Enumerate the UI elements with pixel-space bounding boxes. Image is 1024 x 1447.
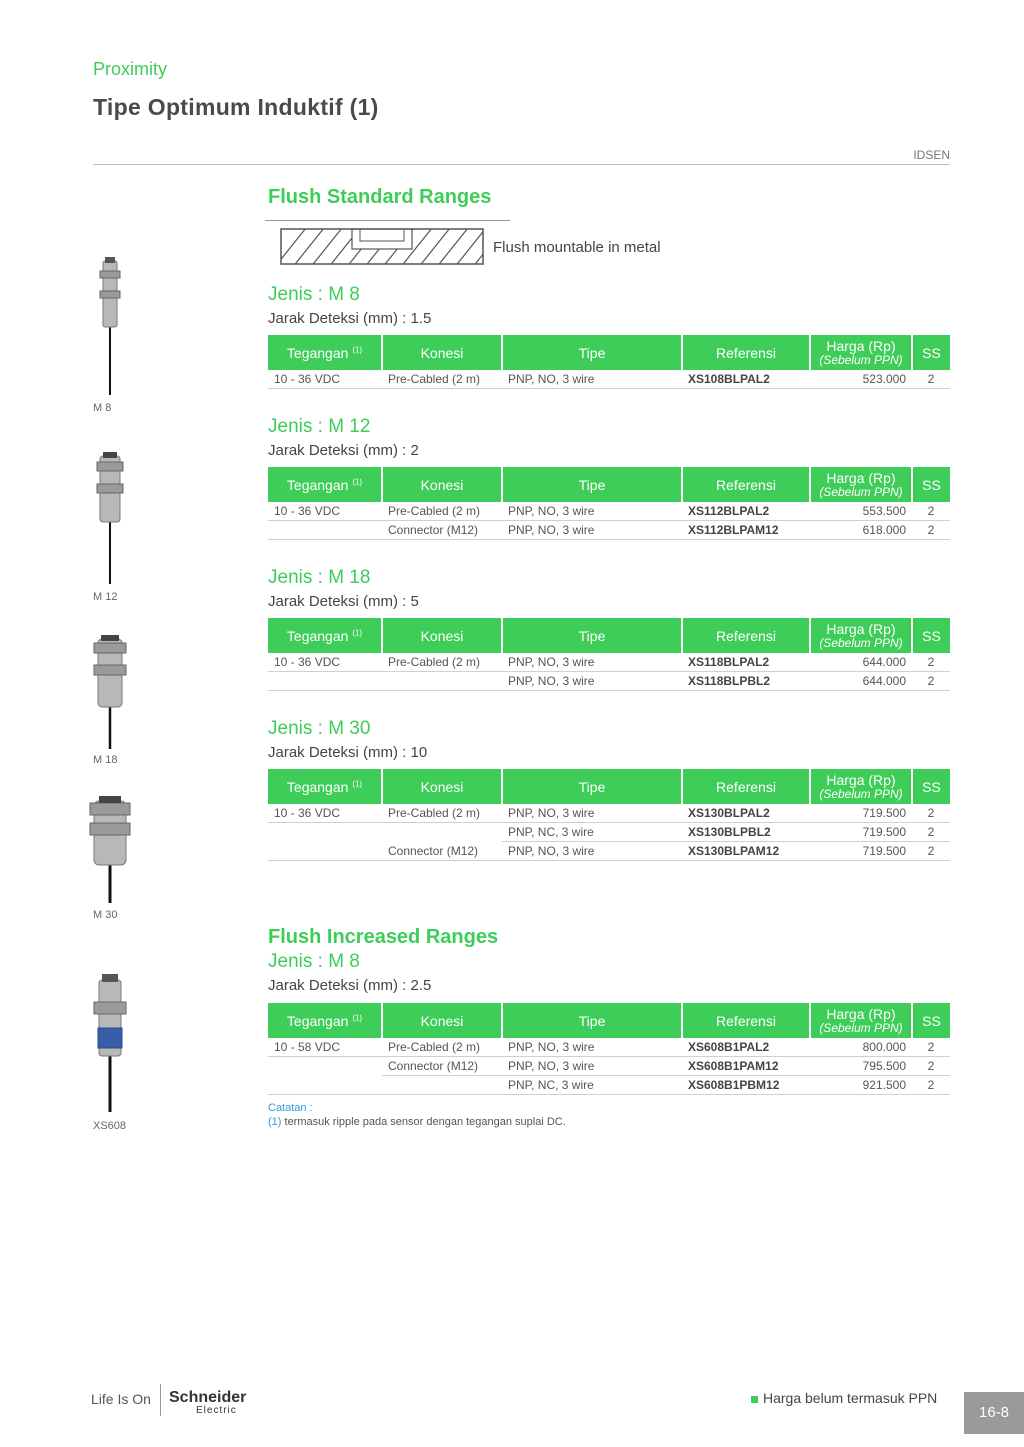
header-ss: SS [912,618,950,653]
cell-tipe: PNP, NO, 3 wire [502,842,682,861]
cell-konesi: Pre-Cabled (2 m) [382,502,502,521]
jenis-m30-heading: Jenis : M 30 [268,718,371,739]
table-row [268,842,950,861]
header-referensi: Referensi [682,467,810,502]
table-row [268,1038,950,1057]
sensor-xs608-image [85,972,135,1112]
cell-tipe: PNP, NO, 3 wire [502,1038,682,1057]
cell-ss: 2 [912,823,950,842]
table-row [268,370,950,389]
jarak-deteksi-m8: Jarak Deteksi (mm) : 1.5 [268,310,432,327]
cell-konesi: Pre-Cabled (2 m) [382,804,502,823]
cell-konesi [382,823,502,842]
notes-text [268,1116,566,1128]
section-divider [265,220,510,221]
cell-ss: 2 [912,370,950,389]
flush-standard-title: Flush Standard Ranges [268,186,492,208]
cell-referensi: XS112BLPAL2 [682,502,810,521]
cell-harga: 719.500 [810,804,912,823]
cell-tipe: PNP, NO, 3 wire [502,370,682,389]
jenis-xs608-heading: Jenis : M 8 [268,951,360,972]
table-row [268,653,950,672]
notes-heading: Catatan : [268,1102,313,1114]
flush-mount-label: Flush mountable in metal [493,239,661,256]
table-row [268,502,950,521]
cell-ss: 2 [912,1057,950,1076]
product-table-m18 [268,618,950,691]
header-tegangan: Tegangan $^{(1)}$ [268,618,382,653]
cell-tipe: PNP, NO, 3 wire [502,804,682,823]
cell-harga: 719.500 [810,823,912,842]
table-header-row [268,1003,950,1038]
caption-m8: M 8 [93,402,112,414]
cell-harga: 719.500 [810,842,912,861]
header-ss: SS [912,335,950,370]
ppn-note-text: Harga belum termasuk PPN [763,1390,938,1406]
cell-tegangan [268,823,382,842]
header-konesi: Konesi [382,618,502,653]
cell-ss: 2 [912,1076,950,1095]
header-referensi: Referensi [682,618,810,653]
page-title: Tipe Optimum Induktif (1) [93,94,379,120]
jenis-m12-heading: Jenis : M 12 [268,416,371,437]
header-ss: SS [912,1003,950,1038]
note-body: termasuk ripple pada sensor dengan tegangan suplai DC. [281,1116,566,1128]
cell-tipe: PNP, NO, 3 wire [502,653,682,672]
table-row [268,804,950,823]
header-ss: SS [912,769,950,804]
table-row [268,521,950,540]
cell-tegangan [268,842,382,861]
jarak-deteksi-m18: Jarak Deteksi (mm) : 5 [268,593,419,610]
cell-konesi [382,672,502,691]
cell-tegangan [268,1076,382,1095]
header-referensi: Referensi [682,1003,810,1038]
header-konesi: Konesi [382,769,502,804]
cell-konesi [382,1076,502,1095]
green-square-icon [751,1396,758,1403]
sensor-m12-image [85,450,135,584]
cell-harga: 644.000 [810,672,912,691]
cell-harga: 618.000 [810,521,912,540]
sensor-m30-image [85,793,135,903]
header-konesi: Konesi [382,1003,502,1038]
header-tipe: Tipe [502,618,682,653]
header-referensi: Referensi [682,769,810,804]
product-table-xs608 [268,1003,950,1095]
footer-divider [160,1384,161,1416]
cell-tipe: PNP, NO, 3 wire [502,502,682,521]
flush-mount-diagram [280,228,484,265]
cell-tegangan [268,521,382,540]
jarak-deteksi-m12: Jarak Deteksi (mm) : 2 [268,442,419,459]
cell-tegangan: 10 - 58 VDC [268,1038,382,1057]
schneider-electric-subtitle: Electric [196,1405,237,1416]
cell-konesi: Pre-Cabled (2 m) [382,370,502,389]
jarak-deteksi-xs608: Jarak Deteksi (mm) : 2.5 [268,977,432,994]
category-label: Proximity [93,59,168,79]
cell-referensi: XS608B1PBM12 [682,1076,810,1095]
jenis-m8-heading: Jenis : M 8 [268,284,360,305]
cell-konesi: Pre-Cabled (2 m) [382,1038,502,1057]
schneider-logo: Schneider [169,1389,247,1406]
cell-ss: 2 [912,1038,950,1057]
cell-tipe: PNP, NO, 3 wire [502,1057,682,1076]
cell-harga: 553.500 [810,502,912,521]
jarak-deteksi-m30: Jarak Deteksi (mm) : 10 [268,744,428,761]
header-referensi: Referensi [682,335,810,370]
cell-ss: 2 [912,502,950,521]
note-number: (1) [268,1116,282,1128]
cell-tipe: PNP, NO, 3 wire [502,672,682,691]
cell-konesi: Connector (M12) [382,842,502,861]
page-number: 16-8 [964,1392,1024,1434]
life-is-on-logo: Life Is On [91,1391,151,1407]
cell-referensi: XS118BLPBL2 [682,672,810,691]
header-tegangan: Tegangan $^{(1)}$ [268,769,382,804]
table-header-row [268,467,950,502]
cell-tegangan [268,1057,382,1076]
header-tegangan: Tegangan $^{(1)}$ [268,467,382,502]
header-tipe: Tipe [502,769,682,804]
cell-referensi: XS130BLPAL2 [682,804,810,823]
cell-ss: 2 [912,842,950,861]
caption-m18: M 18 [93,754,118,766]
header-harga: Harga (Rp) (Sebelum PPN) [810,618,912,653]
header-konesi: Konesi [382,335,502,370]
cell-referensi: XS112BLPAM12 [682,521,810,540]
header-harga: Harga (Rp) (Sebelum PPN) [810,1003,912,1038]
cell-harga: 523.000 [810,370,912,389]
cell-ss: 2 [912,521,950,540]
cell-konesi: Pre-Cabled (2 m) [382,653,502,672]
cell-referensi: XS108BLPAL2 [682,370,810,389]
product-table-m8 [268,335,950,389]
table-row [268,1076,950,1095]
cell-tegangan: 10 - 36 VDC [268,502,382,521]
table-header-row [268,769,950,804]
flush-increased-title: Flush Increased Ranges [268,926,499,948]
cell-konesi: Connector (M12) [382,1057,502,1076]
cell-tegangan: 10 - 36 VDC [268,653,382,672]
cell-harga: 921.500 [810,1076,912,1095]
table-header-row [268,335,950,370]
caption-m30: M 30 [93,909,118,921]
cell-referensi: XS608B1PAL2 [682,1038,810,1057]
header-divider [93,164,950,165]
header-tipe: Tipe [502,1003,682,1038]
product-table-m12 [268,467,950,540]
header-konesi: Konesi [382,467,502,502]
ppn-note [751,1390,937,1406]
table-header-row [268,618,950,653]
cell-referensi: XS118BLPAL2 [682,653,810,672]
cell-harga: 800.000 [810,1038,912,1057]
cell-tegangan: 10 - 36 VDC [268,804,382,823]
caption-m12: M 12 [93,591,118,603]
product-table-m30 [268,769,950,861]
cell-tipe: PNP, NC, 3 wire [502,1076,682,1095]
header-harga: Harga (Rp) (Sebelum PPN) [810,335,912,370]
cell-tegangan: 10 - 36 VDC [268,370,382,389]
table-row [268,823,950,842]
sensor-m18-image [85,633,135,749]
cell-referensi: XS130BLPBL2 [682,823,810,842]
cell-tipe: PNP, NC, 3 wire [502,823,682,842]
header-tipe: Tipe [502,467,682,502]
section-code: IDSEN [913,148,950,162]
cell-referensi: XS130BLPAM12 [682,842,810,861]
header-ss: SS [912,467,950,502]
header-harga: Harga (Rp) (Sebelum PPN) [810,769,912,804]
table-row [268,672,950,691]
jenis-m18-heading: Jenis : M 18 [268,567,371,588]
cell-referensi: XS608B1PAM12 [682,1057,810,1076]
header-harga: Harga (Rp) (Sebelum PPN) [810,467,912,502]
header-tegangan: Tegangan $^{(1)}$ [268,1003,382,1038]
caption-xs608: XS608 [93,1120,127,1132]
cell-ss: 2 [912,653,950,672]
cell-tegangan [268,672,382,691]
header-tipe: Tipe [502,335,682,370]
cell-ss: 2 [912,672,950,691]
header-tegangan: Tegangan $^{(1)}$ [268,335,382,370]
cell-harga: 795.500 [810,1057,912,1076]
cell-ss: 2 [912,804,950,823]
cell-konesi: Connector (M12) [382,521,502,540]
table-row [268,1057,950,1076]
sensor-m8-image [85,255,135,395]
cell-tipe: PNP, NO, 3 wire [502,521,682,540]
cell-harga: 644.000 [810,653,912,672]
